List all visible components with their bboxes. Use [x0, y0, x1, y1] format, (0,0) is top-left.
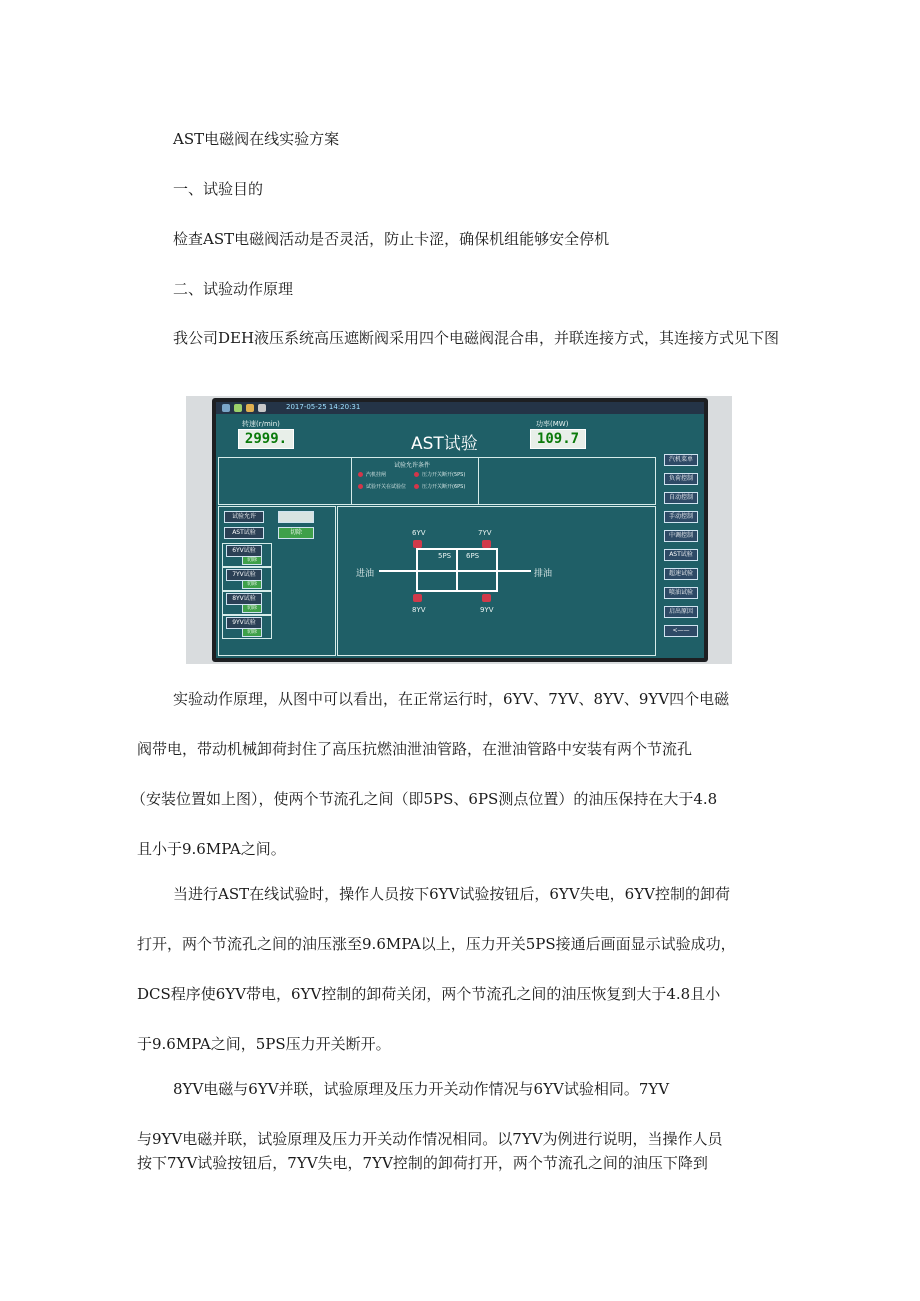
para1-line: 且小于9.6MPA之间。	[137, 840, 286, 858]
para1-line: （安装位置如上图），使两个节流孔之间（即5PS、6PS测点位置）的油压保持在大于4.8	[131, 790, 718, 808]
valve-8yv-icon	[413, 594, 422, 602]
valve-7yv-icon	[482, 540, 491, 548]
pipe-top	[416, 548, 498, 550]
menu-manual-control-button[interactable]: 手动控制	[664, 511, 698, 523]
menu-ast-test-button[interactable]: AST试验	[664, 549, 698, 561]
valve-6yv-icon	[413, 540, 422, 548]
power-value: 109.7	[530, 429, 586, 449]
para3-line: 与9YV电磁并联，试验原理及压力开关动作情况相同。以7YV为例进行说明，当操作人员	[137, 1130, 723, 1148]
pipe-right	[496, 548, 498, 592]
yv7-test-button[interactable]: 7YV试验	[226, 569, 262, 581]
valve-9yv-icon	[482, 594, 491, 602]
yv9-state: 切除	[242, 628, 262, 637]
power-label: 功率(MW)	[536, 420, 569, 428]
tool-icon	[258, 404, 266, 412]
hmi-top-bar	[216, 402, 704, 414]
tool-icon	[246, 404, 254, 412]
para1-line: 实验动作原理，从图中可以看出，在正常运行时，6YV、7YV、8YV、9YV四个电磁	[173, 690, 730, 708]
monitor-frame	[212, 398, 708, 662]
top-bar-time: 2017-05-25 14:20:31	[286, 403, 361, 411]
para3-line: 8YV电磁与6YV并联，试验原理及压力开关动作情况与6YV试验相同。7YV	[173, 1080, 670, 1098]
condition-item: 汽机挂闸	[366, 472, 387, 478]
para2-line: 打开，两个节流孔之间的油压涨至9.6MPA以上，压力开关5PS接通后画面显示试验成功，	[137, 935, 736, 953]
section-2-heading: 二、试验动作原理	[173, 280, 294, 298]
pipe-mid	[456, 548, 458, 592]
start-icon	[222, 404, 230, 412]
menu-overspeed-test-button[interactable]: 超速试验	[664, 568, 698, 580]
yv6-test-button[interactable]: 6YV试验	[226, 545, 262, 557]
condition-item: 试验开关在试验位	[366, 484, 407, 490]
menu-oil-spray-test-button[interactable]: 喷油试验	[664, 587, 698, 599]
status-dot	[358, 472, 363, 477]
para2-line: 当进行AST在线试验时，操作人员按下6YV试验按钮后，6YV失电，6YV控制的卸荷	[173, 885, 730, 903]
pipe-bottom	[416, 590, 498, 592]
menu-dispatch-control-button[interactable]: 中调控制	[664, 530, 698, 542]
switch-6ps-label: 6PS	[466, 552, 480, 560]
valve-7yv-label: 7YV	[478, 529, 492, 537]
condition-title: 试验允许条件	[394, 462, 431, 469]
condition-item: 压力开关断开(6PS)	[422, 484, 466, 490]
intro-paragraph: 我公司DEH液压系统高压遮断阀采用四个电磁阀混合串，并联连接方式，其连接方式见下图	[173, 329, 780, 347]
speed-value: 2999.	[238, 429, 294, 449]
valve-8yv-label: 8YV	[412, 606, 426, 614]
yv8-state: 切除	[242, 604, 262, 613]
condition-item: 压力开关断开(5PS)	[422, 472, 466, 478]
para3-line: 按下7YV试验按钮后，7YV失电，7YV控制的卸荷打开，两个节流孔之间的油压下降到	[137, 1154, 708, 1172]
test-allow-label: 试验允许	[224, 511, 264, 523]
valve-9yv-label: 9YV	[480, 606, 494, 614]
ast-test-label: AST试验	[224, 527, 264, 539]
tool-icon	[234, 404, 242, 412]
screen-title: AST试验	[411, 434, 478, 454]
para2-line: 于9.6MPA之间，5PS压力开关断开。	[137, 1035, 391, 1053]
hmi-screen	[216, 402, 704, 658]
oil-in-label: 进油	[356, 569, 375, 579]
menu-trip-reason-button[interactable]: 启出原因	[664, 606, 698, 618]
yv9-test-button[interactable]: 9YV试验	[226, 617, 262, 629]
yv8-test-button[interactable]: 8YV试验	[226, 593, 262, 605]
yv7-state: 切除	[242, 580, 262, 589]
valve-6yv-label: 6YV	[412, 529, 426, 537]
menu-auto-control-button[interactable]: 自动控制	[664, 492, 698, 504]
section-1-text: 检查AST电磁阀活动是否灵活，防止卡涩，确保机组能够安全停机	[173, 230, 610, 248]
pipe-left	[416, 548, 418, 592]
status-dot	[414, 472, 419, 477]
speed-label: 转速(r/min)	[242, 420, 280, 428]
test-allow-indicator	[278, 511, 314, 523]
menu-load-control-button[interactable]: 负荷控制	[664, 473, 698, 485]
section-1-heading: 一、试验目的	[173, 180, 264, 198]
ast-cut-button[interactable]: 切除	[278, 527, 314, 539]
status-dot	[414, 484, 419, 489]
status-dot	[358, 484, 363, 489]
menu-back-button[interactable]: <——	[664, 625, 698, 637]
para2-line: DCS程序使6YV带电，6YV控制的卸荷关闭，两个节流孔之间的油压恢复到大于4.8且小	[137, 985, 721, 1003]
yv6-state: 切除	[242, 556, 262, 565]
oil-out-label: 排油	[534, 569, 553, 579]
ast-test-screenshot	[186, 396, 732, 664]
doc-title: AST电磁阀在线实验方案	[173, 130, 340, 148]
para1-line: 阀带电，带动机械卸荷封住了高压抗燃油泄油管路，在泄油管路中安装有两个节流孔	[137, 740, 693, 758]
main-pipe	[379, 570, 531, 572]
switch-5ps-label: 5PS	[438, 552, 452, 560]
menu-turbine-button[interactable]: 汽机菜单	[664, 454, 698, 466]
